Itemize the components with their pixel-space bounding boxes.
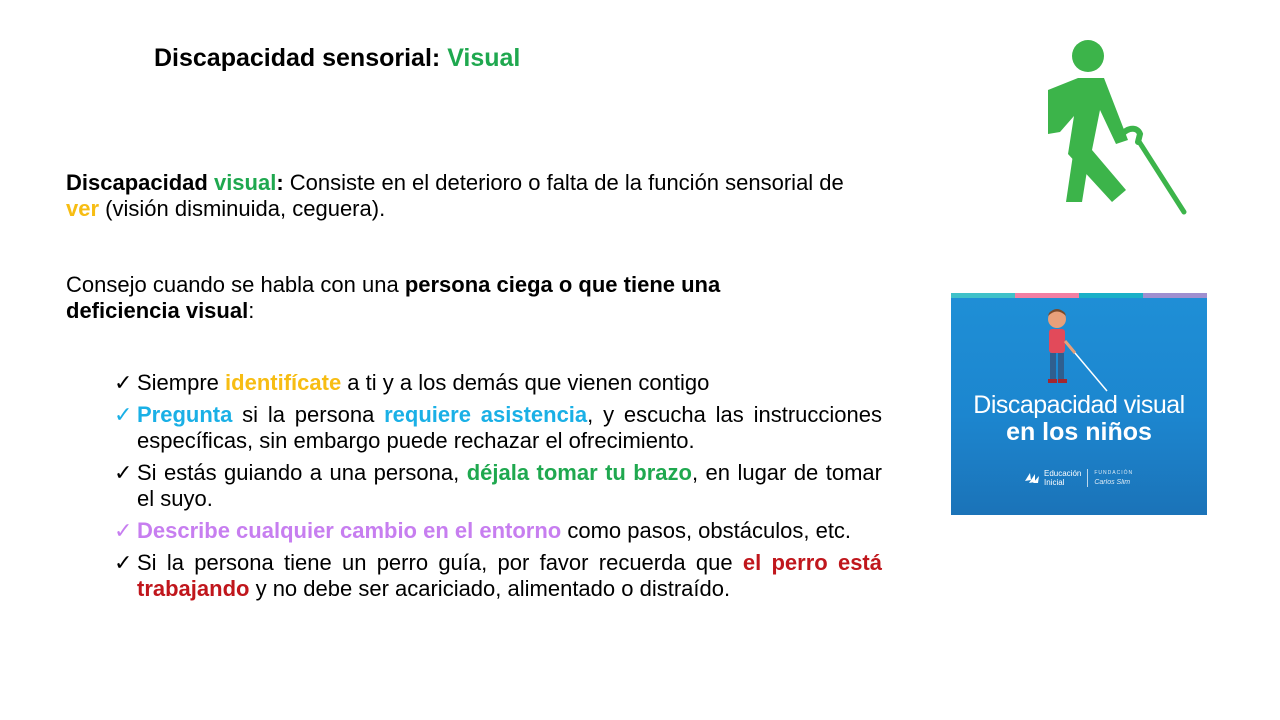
hands-logo-icon	[1023, 471, 1041, 485]
tip1-text-a: Siempre	[137, 370, 226, 395]
tip4-text-a: como pasos, obstáculos, etc.	[561, 518, 852, 543]
tips-list	[114, 370, 882, 608]
logo-line2: Inicial	[1044, 478, 1065, 487]
tip1-text-b: a ti y a los demás que vienen contigo	[341, 370, 710, 395]
advice-bold: persona ciega o que tiene una deficiencia visual	[66, 272, 721, 323]
tip-item-ask	[114, 402, 882, 454]
foundation-signature: Carlos Slim	[1094, 479, 1131, 486]
tip2-text-b: , y escucha las instrucciones específicas, sin embargo puede rechazar el ofrecimiento.	[137, 402, 882, 453]
tip4-highlight: Describe cualquier cambio en el entorno	[137, 518, 562, 543]
advice-text-b: :	[248, 298, 255, 323]
check-icon: ✓	[114, 370, 133, 395]
definition-term-b: visual	[213, 170, 277, 195]
blind-person-with-cane-icon	[1030, 30, 1200, 220]
title-prefix: Discapacidad sensorial:	[154, 44, 448, 72]
tip-item-guide-dog	[114, 550, 882, 602]
child-with-cane-icon	[1035, 307, 1115, 393]
check-icon: ✓	[114, 518, 133, 543]
tip5-text-a: Si la persona tiene un perro guía, por favor recuerda que	[137, 550, 743, 575]
tip5-highlight: el perro está trabajando	[137, 550, 882, 601]
check-icon: ✓	[114, 460, 133, 485]
tip2-highlight-b: requiere asistencia	[384, 402, 588, 427]
check-icon: ✓	[114, 550, 133, 575]
tip3-highlight: déjala tomar tu brazo	[466, 460, 692, 485]
definition-highlight: ver	[66, 196, 100, 221]
book-publisher-logo	[1023, 469, 1133, 487]
definition-text-a: Consiste en el deterioro o falta de la función sensorial de	[283, 170, 844, 195]
tip-item-guide	[114, 460, 882, 512]
check-icon: ✓	[114, 402, 133, 427]
definition-term-c: :	[276, 170, 284, 195]
definition-paragraph	[66, 170, 881, 222]
book-title-line2: en los niños	[1006, 418, 1152, 446]
slide-title	[154, 44, 520, 73]
logo-line1: Educación	[1044, 469, 1082, 478]
tip2-highlight-a: Pregunta	[137, 402, 233, 427]
tip3-text-a: Si estás guiando a una persona,	[137, 460, 467, 485]
book-title-line1: Discapacidad visual	[973, 391, 1185, 419]
definition-term-a: Discapacidad	[66, 170, 214, 195]
tip2-text-a: si la persona	[232, 402, 385, 427]
definition-text-b: (visión disminuida, ceguera).	[99, 196, 386, 221]
tip-item-identify	[114, 370, 882, 396]
book-cover-image	[951, 293, 1207, 515]
book-color-bar	[951, 293, 1207, 298]
tip3-text-b: , en lugar de tomar el suyo.	[137, 460, 882, 511]
advice-paragraph	[66, 272, 806, 324]
advice-text-a: Consejo cuando se habla con una	[66, 272, 405, 297]
tip1-highlight: identifícate	[225, 370, 342, 395]
foundation-label: FUNDACIÓN	[1094, 470, 1134, 476]
title-highlight: Visual	[447, 44, 521, 72]
tip-item-describe	[114, 518, 882, 544]
tip5-text-b: y no debe ser acariciado, alimentado o distraído.	[249, 576, 731, 601]
